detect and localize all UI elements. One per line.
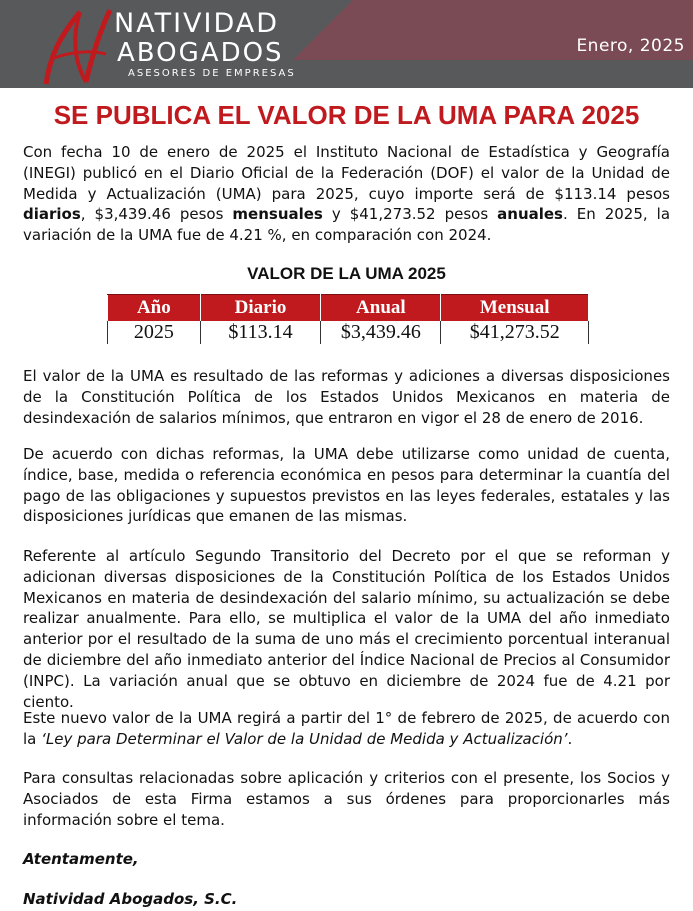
brand-name-line2: ABOGADOS	[117, 38, 284, 68]
intro-text-3: y $41,273.52 pesos	[322, 205, 498, 224]
closing-greeting: Atentamente,	[23, 850, 139, 868]
table-title: VALOR DE LA UMA 2025	[247, 264, 446, 283]
logo-icon	[40, 6, 115, 86]
intro-text-1: Con fecha 10 de enero de 2025 el Instituto Nacional de Estadística y Geografía (INEGI) publicó en el Diario Oficial de la Federación (DOF) el valor de la Unidad de Medida y Actualización (UMA) para 2025, cuyo importe será de $113.14 pesos	[23, 143, 670, 203]
paragraph-4: Referente al artículo Segundo Transitorio del Decreto por el que se reforman y adicionan diversas disposiciones de la Constitución Política de los Estados Unidos Mexicanos en materia de desindexación del salario mínimo, su actualización se debe realizar anualmente. Para ello, se multiplica el valor de la UMA del año inmediato anterior por el resultado de la suma de uno más el crecimiento porcentual interanual de diciembre del año inmediato anterior del Índice Nacional de Precios al Consumidor (INPC). La variación anual que se obtuvo en diciembre de 2024 fue de 4.21 por ciento.	[23, 547, 670, 711]
intro-bold-anuales: anuales	[497, 205, 563, 224]
cell-anual: $3,439.46	[321, 321, 441, 344]
signature: Natividad Abogados, S.C.	[23, 890, 238, 908]
table-header-row	[108, 295, 589, 322]
paragraph-5-end: .	[567, 729, 573, 748]
header-ano: Año	[108, 295, 201, 322]
cell-ano: 2025	[108, 321, 201, 344]
intro-text-2: , $3,439.46 pesos	[80, 205, 233, 224]
paragraph-2: El valor de la UMA es resultado de las reformas y adiciones a diversas disposiciones de la Constitución Política de los Estados Unidos Mexicanos en materia de desindexación de salarios mínimos, que entraron en vigor el 28 de enero de 2016.	[23, 367, 670, 427]
header-mensual: Mensual	[441, 295, 589, 322]
paragraph-3: De acuerdo con dichas reformas, la UMA debe utilizarse como unidad de cuenta, índice, base, medida o referencia económica en pesos para determinar la cuantía del pago de las obligaciones y supuestos previstos en las leyes federales, estatales y las disposiciones jurídicas que emanen de las mismas.	[23, 445, 670, 526]
cell-mensual: $41,273.52	[441, 321, 589, 344]
page-title: SE PUBLICA EL VALOR DE LA UMA PARA 2025	[53, 100, 640, 130]
law-title: ‘Ley para Determinar el Valor de la Unidad de Medida y Actualización’	[41, 729, 568, 748]
document-date: Enero, 2025	[576, 36, 685, 56]
intro-paragraph	[23, 142, 670, 246]
page-header	[0, 0, 693, 88]
brand-tagline: ASESORES DE EMPRESAS	[128, 68, 296, 79]
header-anual: Anual	[321, 295, 441, 322]
paragraph-5-text: Este nuevo valor de la UMA regirá a partir del 1° de febrero de 2025, de acuerdo con la	[23, 709, 670, 748]
uma-table	[107, 294, 589, 344]
header-diario: Diario	[200, 295, 321, 322]
table-row	[108, 321, 589, 344]
paragraph-5	[23, 708, 670, 750]
cell-diario: $113.14	[200, 321, 321, 344]
intro-bold-diarios: diarios	[23, 205, 81, 224]
intro-text-4: . En 2025, la variación de la UMA fue de 4.21 %, en comparación con 2024.	[23, 205, 671, 245]
intro-bold-mensuales: mensuales	[232, 205, 323, 224]
paragraph-6: Para consultas relacionadas sobre aplicación y criterios con el presente, los Socios y Asociados de esta Firma estamos a sus órdenes para proporcionarles más información sobre el tema.	[23, 769, 670, 829]
brand-name-line1: NATIVIDAD	[114, 8, 280, 39]
